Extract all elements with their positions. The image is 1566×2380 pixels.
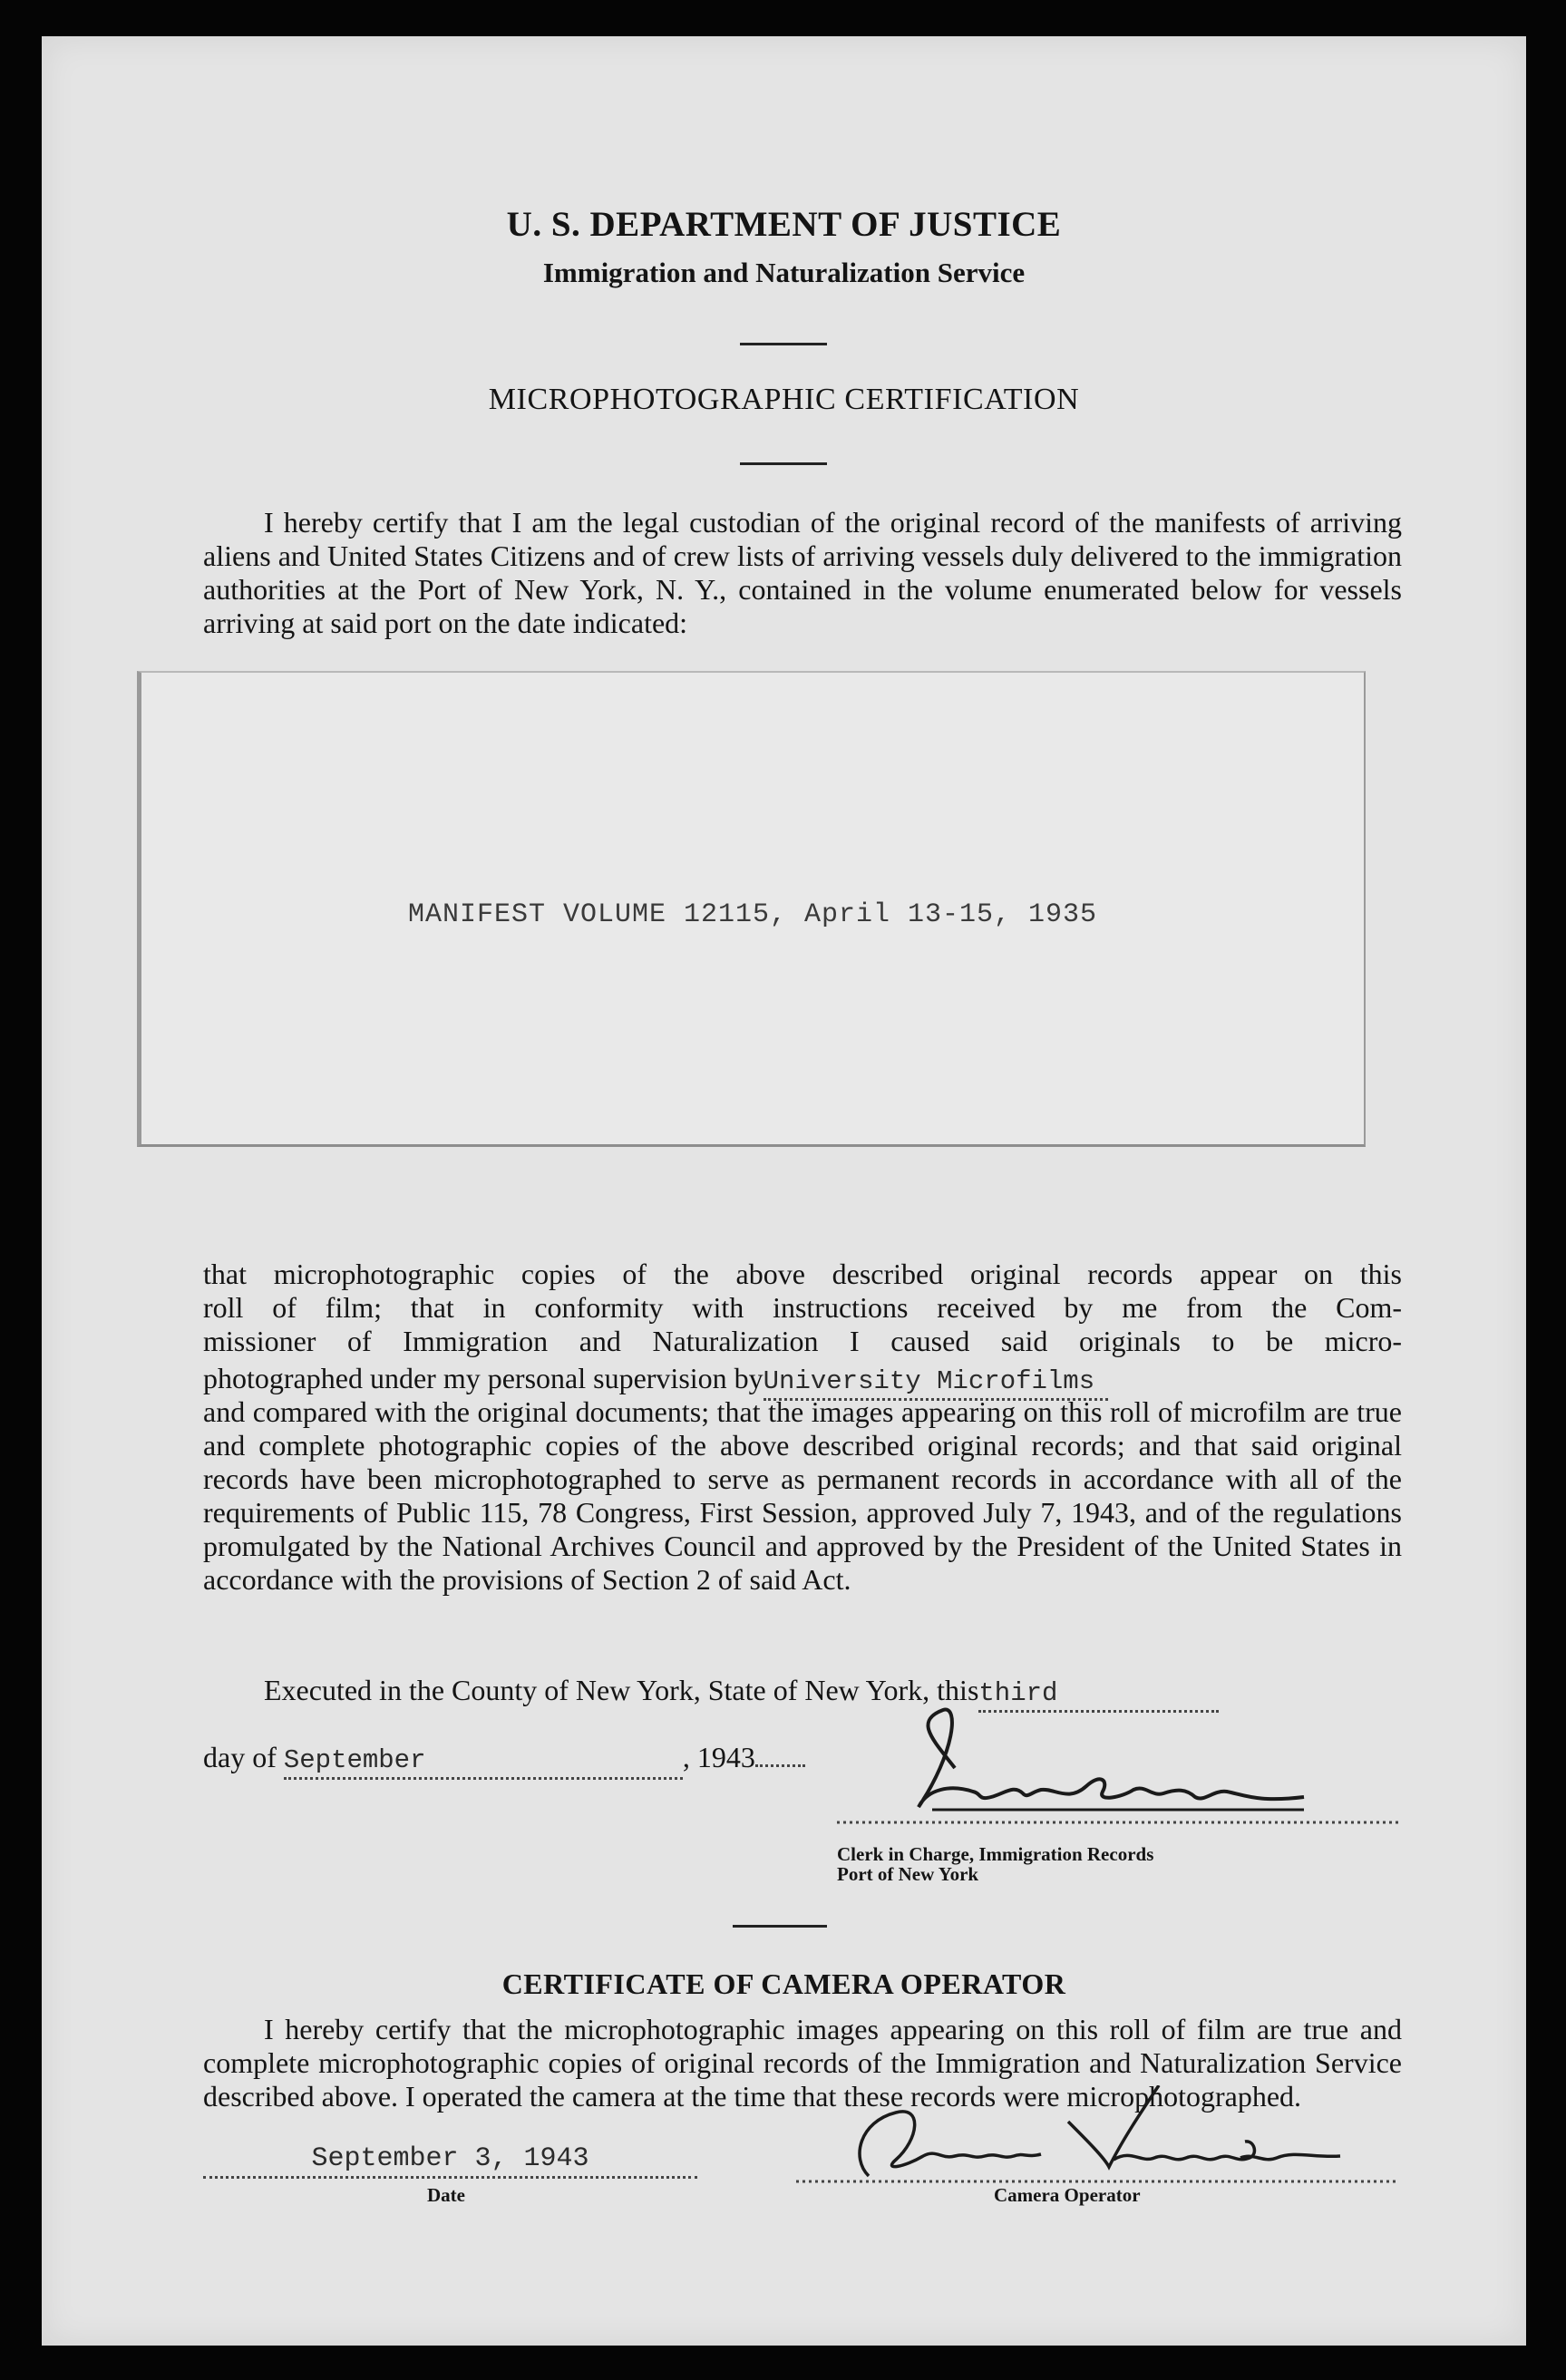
service-subtitle: Immigration and Naturalization Service — [542, 257, 1026, 288]
clerk-title — [837, 1844, 1153, 1884]
certificate-page — [42, 36, 1526, 2346]
date-line — [203, 1741, 805, 1780]
year-value: , 1943 — [682, 1741, 755, 1773]
certification-body — [203, 1258, 1402, 1656]
day-value: third — [978, 1678, 1058, 1708]
month-field — [284, 1741, 683, 1780]
operator-signature — [796, 2085, 1404, 2183]
clerk-signature — [796, 1703, 1404, 1825]
body-rest: and compared with the original documents; that the images appearing on this roll of microfilm are true and complete photographic copies of the above described original records; and that said original records have been microphotographed to serve as permanent records in accordance with all of the requirements of Public 115, 78 Congress, First Session, approved July 7, 1943, and of the regulations promulgated by the National Archives Council and approved by the President of the United States in accordance with the provisions of Section 2 of said Act. — [203, 1395, 1402, 1596]
header-divider — [740, 343, 827, 345]
camera-date-field — [203, 2140, 697, 2179]
section-divider — [733, 1925, 827, 1928]
manifest-volume-text: MANIFEST VOLUME 12115, April 13-15, 1935 — [407, 899, 1098, 930]
clerk-signature-area — [796, 1703, 1404, 1825]
camera-certificate-text: I hereby certify that the microphotographic images appearing on this roll of film are true and complete microphotographic copies of original records of the Immigration and Naturalization Service described above. I operated the camera at the time that these records were microphotographed. — [203, 2013, 1402, 2113]
camera-certificate-title: CERTIFICATE OF CAMERA OPERATOR — [501, 1967, 1066, 2000]
body-line-1: that microphotographic copies of the above described original records appear on this — [203, 1258, 1402, 1290]
day-of-label: day of — [203, 1741, 277, 1773]
body-line-3: missioner of Immigration and Naturalization I caused said originals to be micro- — [203, 1325, 1402, 1357]
supervisor-value: University Microfilms — [763, 1366, 1095, 1396]
camera-date-value: September 3, 1943 — [311, 2143, 589, 2174]
clerk-title-line-1: Clerk in Charge, Immigration Records — [837, 1843, 1154, 1865]
intro-paragraph: I hereby certify that I am the legal custodian of the original record of the manifests of arriving aliens and United States Citizens and of crew lists of arriving vessels duly delivered to the immigration authorities at the Port of New York, N. Y., contained in the volume enumerated below for vessels arriving at said port on the date indicated: — [203, 506, 1402, 639]
execution-prefix: Executed in the County of New York, State of New York, this — [264, 1674, 979, 1706]
body-line-2: roll of film; that in conformity with instructions received by me from the Com- — [203, 1291, 1402, 1324]
month-value: September — [283, 1745, 426, 1775]
department-title: U. S. DEPARTMENT OF JUSTICE — [506, 205, 1062, 244]
supervision-prefix: photographed under my personal supervision by — [203, 1362, 764, 1394]
certification-title: MICROPHOTOGRAPHIC CERTIFICATION — [488, 383, 1080, 416]
operator-signature-area — [796, 2085, 1404, 2183]
camera-operator-label: Camera Operator — [994, 2184, 1141, 2206]
camera-date-label: Date — [427, 2184, 465, 2206]
clerk-title-line-2: Port of New York — [837, 1863, 979, 1885]
title-divider — [740, 462, 827, 465]
volume-box — [137, 671, 1366, 1147]
